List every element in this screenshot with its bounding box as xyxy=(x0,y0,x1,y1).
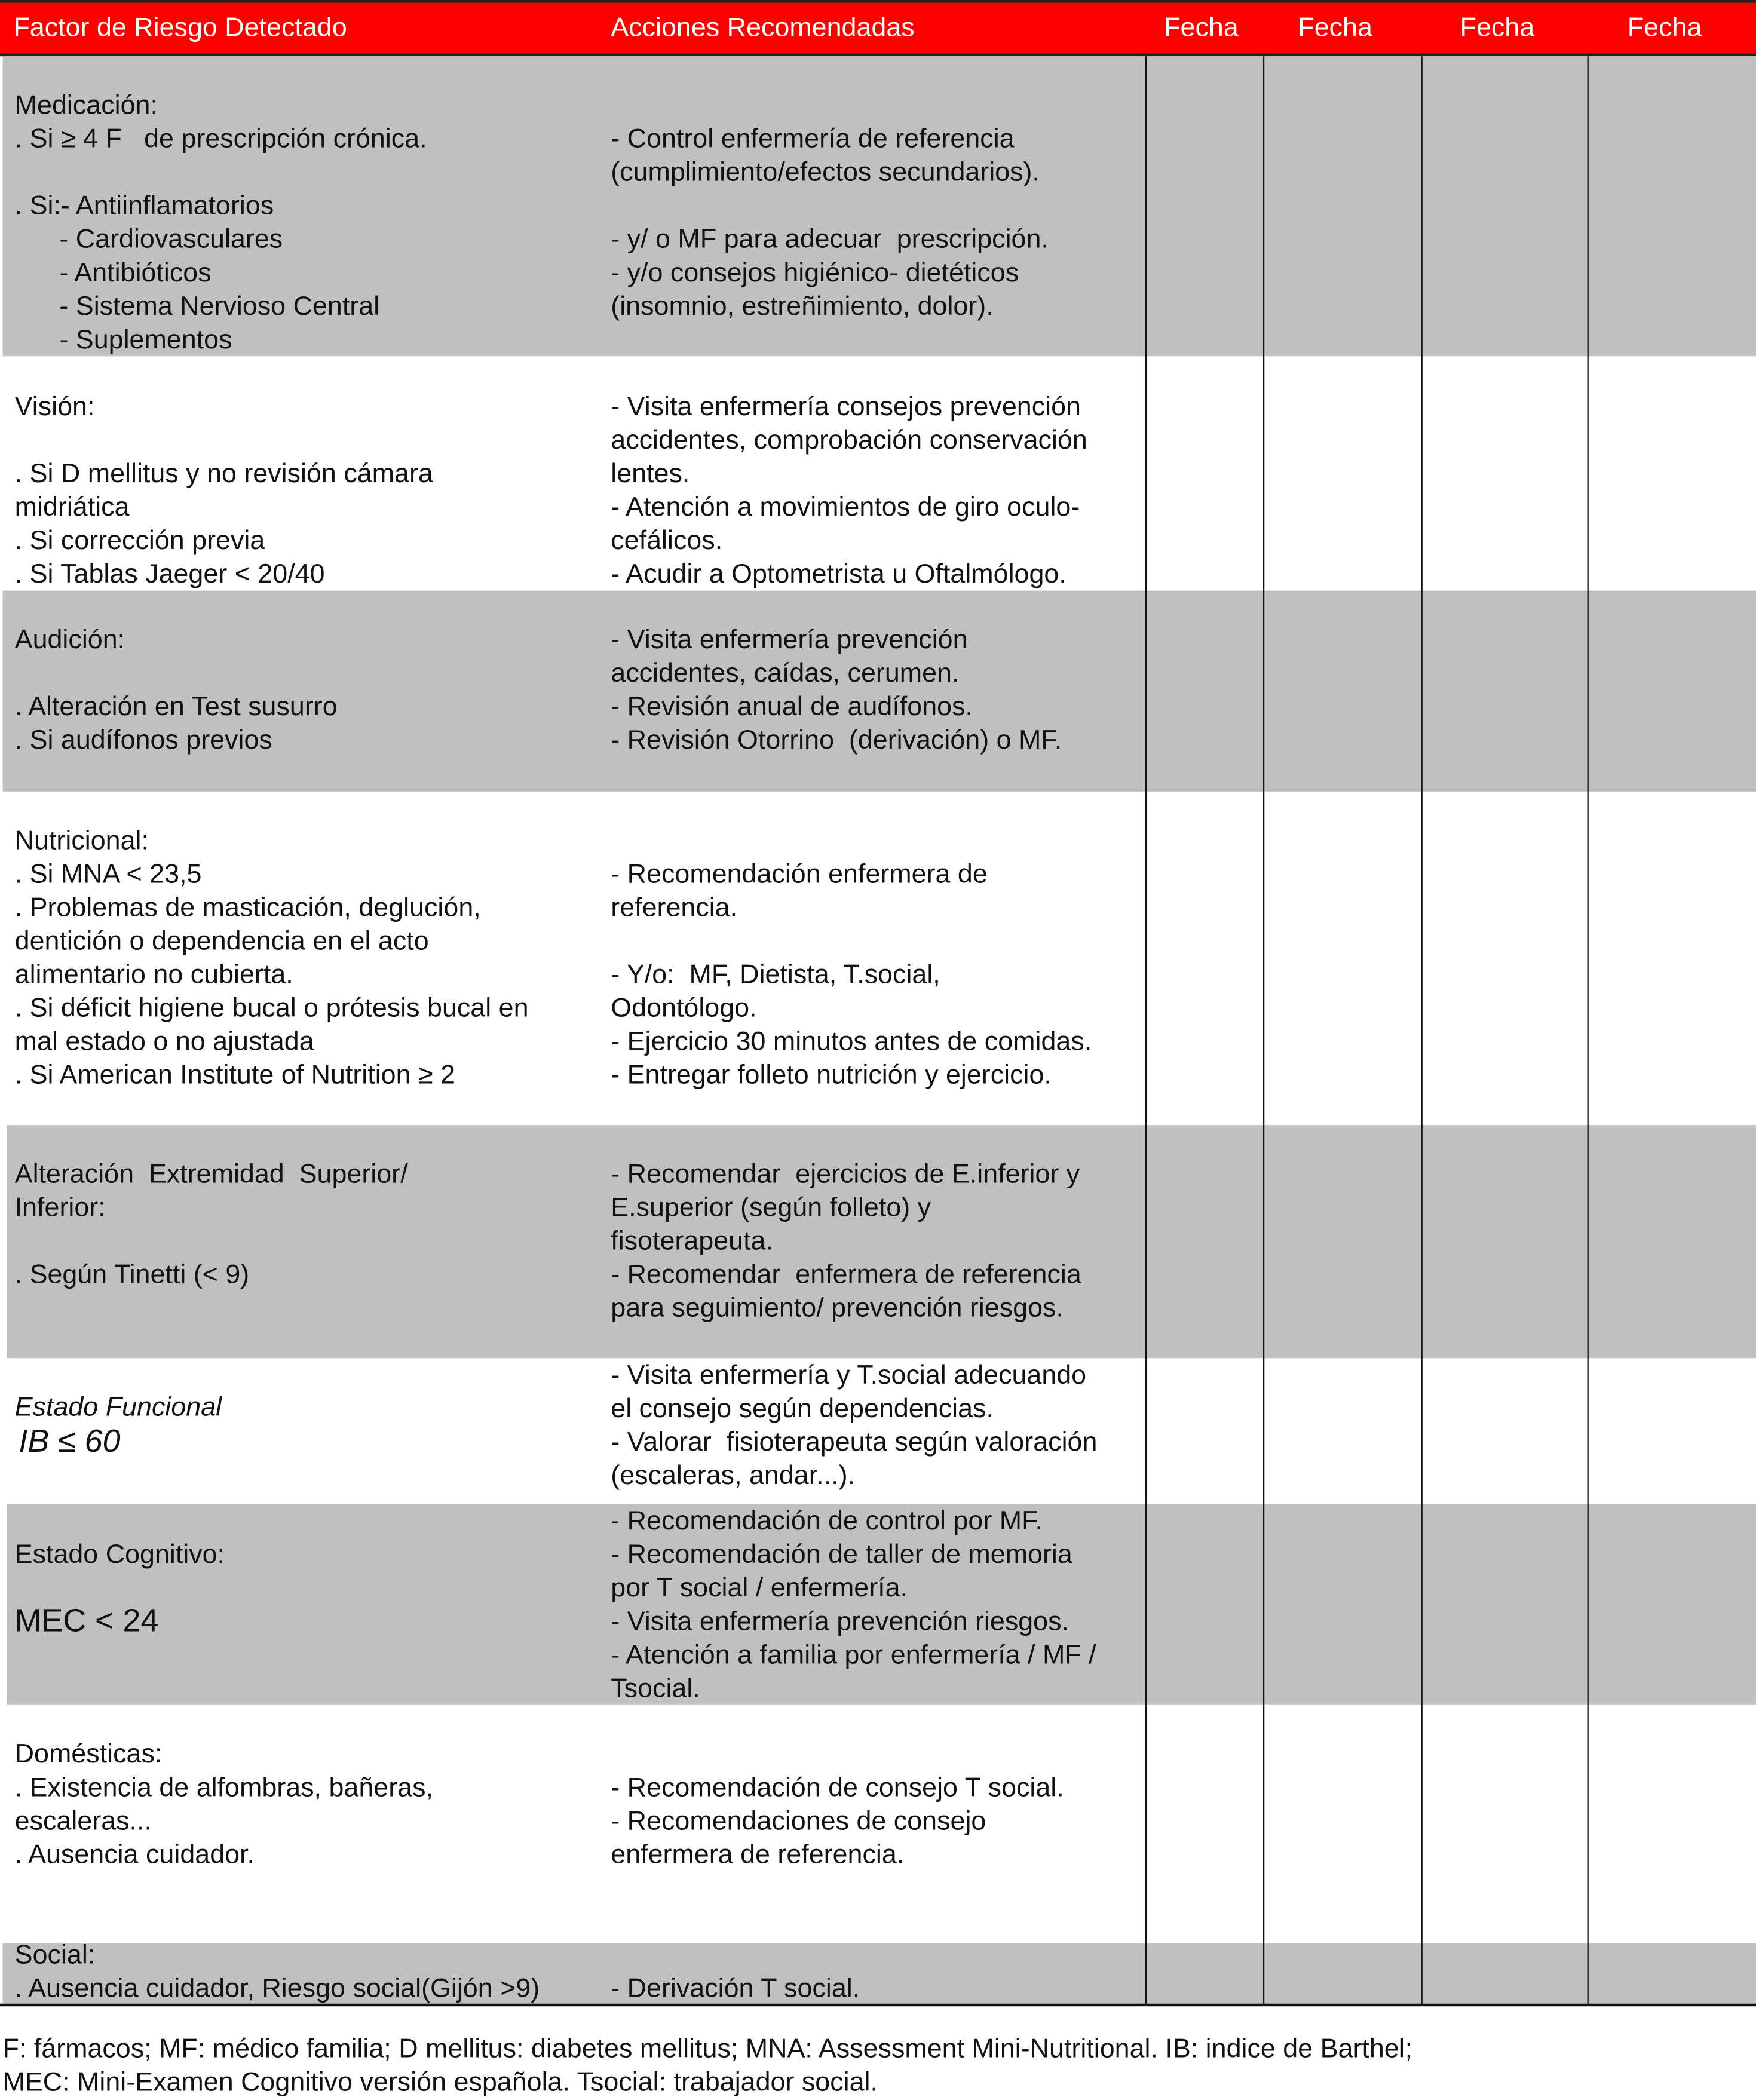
header-date-3: Fecha xyxy=(1460,13,1535,43)
factor-cell: Estado Funcional xyxy=(14,1393,222,1423)
header-date-2: Fecha xyxy=(1298,13,1372,43)
actions-cell: - Visita enfermería consejos prevención accidentes, comprobación conservación lentes. - Atención a movimientos de giro oculo- cefálicos. - Acudir a Optometrista u Oftalmólogo. xyxy=(611,392,1087,590)
date-column-divider xyxy=(1263,56,1264,2005)
date-column-divider xyxy=(1145,56,1147,2005)
table-header xyxy=(0,0,1756,56)
table-bottom-border xyxy=(0,2004,1756,2006)
factor-cell: Medicación: . Si ≥ 4 F de prescripción crónica. . Si:- Antiinflamatorios - Cardiovasculares - Antibióticos - Sistema Nervioso Central - Suplementos xyxy=(14,91,427,355)
table-row-vision xyxy=(0,356,1756,590)
date-column-divider xyxy=(1588,56,1589,2005)
header-date-1: Fecha xyxy=(1164,13,1239,43)
actions-cell: - Derivación T social. xyxy=(611,1974,860,2004)
table-row-estado-funcional xyxy=(0,1358,1756,1504)
actions-cell: - Recomendación de consejo T social. - Recomendaciones de consejo enfermera de referencia. xyxy=(611,1773,1064,1870)
header-factor: Factor de Riesgo Detectado xyxy=(13,13,347,43)
actions-cell: - Visita enfermería prevención accidentes, caídas, cerumen. - Revisión anual de audífonos. - Revisión Otorrino (derivación) o MF. xyxy=(611,625,1062,756)
table-row-audicion xyxy=(2,591,1756,792)
table-row-medicacion xyxy=(2,56,1756,356)
factor-value: IB ≤ 60 xyxy=(19,1424,121,1460)
factor-cell: Domésticas: . Existencia de alfombras, bañeras, escaleras... . Ausencia cuidador. xyxy=(14,1740,433,1870)
factor-cell: Visión: . Si D mellitus y no revisión cámara midriática . Si corrección previa . Si Tablas Jaeger < 20/40 xyxy=(14,392,433,590)
actions-cell: - Control enfermería de referencia (cumplimiento/efectos secundarios). - y/ o MF para adecuar prescripción. - y/o consejos higiénico- dietéticos (insomnio, estreñimiento, dolor). xyxy=(611,124,1049,322)
factor-cell: Social: . Ausencia cuidador, Riesgo social(Gijón >9) xyxy=(14,1940,540,2004)
actions-cell: - Visita enfermería y T.social adecuando el consejo según dependencias. - Valorar fisioterapeuta según valoración (escaleras, andar...). xyxy=(611,1360,1098,1491)
factor-cell: Nutricional: . Si MNA < 23,5 . Problemas de masticación, deglución, dentición o dependencia en el acto alimentario no cubierta. . Si déficit higiene bucal o prótesis bucal en mal estado o no ajustada . Si American Institute of Nutrition ≥ 2 xyxy=(14,826,529,1090)
factor-cell: Estado Cognitivo: xyxy=(14,1540,225,1570)
footnote-line-1: F: fármacos; MF: médico familia; D mellitus: diabetes mellitus; MNA: Assessment Mini-Nutritional. IB: indice de Barthel; xyxy=(2,2034,1413,2064)
table-row-estado-cognitivo xyxy=(7,1504,1756,1705)
factor-value: MEC < 24 xyxy=(14,1603,159,1639)
table-row-social xyxy=(2,1940,1756,2005)
factor-cell: Alteración Extremidad Superior/ Inferior: . Según Tinetti (< 9) xyxy=(14,1160,408,1290)
factor-cell: Audición: . Alteración en Test susurro . Si audífonos previos xyxy=(14,625,338,756)
footnote-line-2: MEC: Mini-Examen Cognitivo versión española. Tsocial: trabajador social. xyxy=(2,2068,878,2098)
table-row-extremidad xyxy=(7,1125,1756,1358)
header-actions: Acciones Recomendadas xyxy=(611,13,915,43)
actions-cell: - Recomendación de control por MF. - Recomendación de taller de memoria por T social / enfermería. - Visita enfermería prevención riesgos. - Atención a familia por enfermería / MF / Tsocial. xyxy=(611,1507,1096,1704)
date-column-divider xyxy=(1421,56,1423,2005)
actions-cell: - Recomendación enfermera de referencia. - Y/o: MF, Dietista, T.social, Odontólogo. - Ejercicio 30 minutos antes de comidas. - Entregar folleto nutrición y ejercicio. xyxy=(611,860,1092,1090)
table-row-domesticas xyxy=(0,1705,1756,1943)
header-date-4: Fecha xyxy=(1627,13,1702,43)
table-row-nutricional xyxy=(0,792,1756,1125)
actions-cell: - Recomendar ejercicios de E.inferior y E.superior (según folleto) y fisoterapeuta. - Recomendar enfermera de referencia para seguimiento/ prevención riesgos. xyxy=(611,1160,1081,1323)
